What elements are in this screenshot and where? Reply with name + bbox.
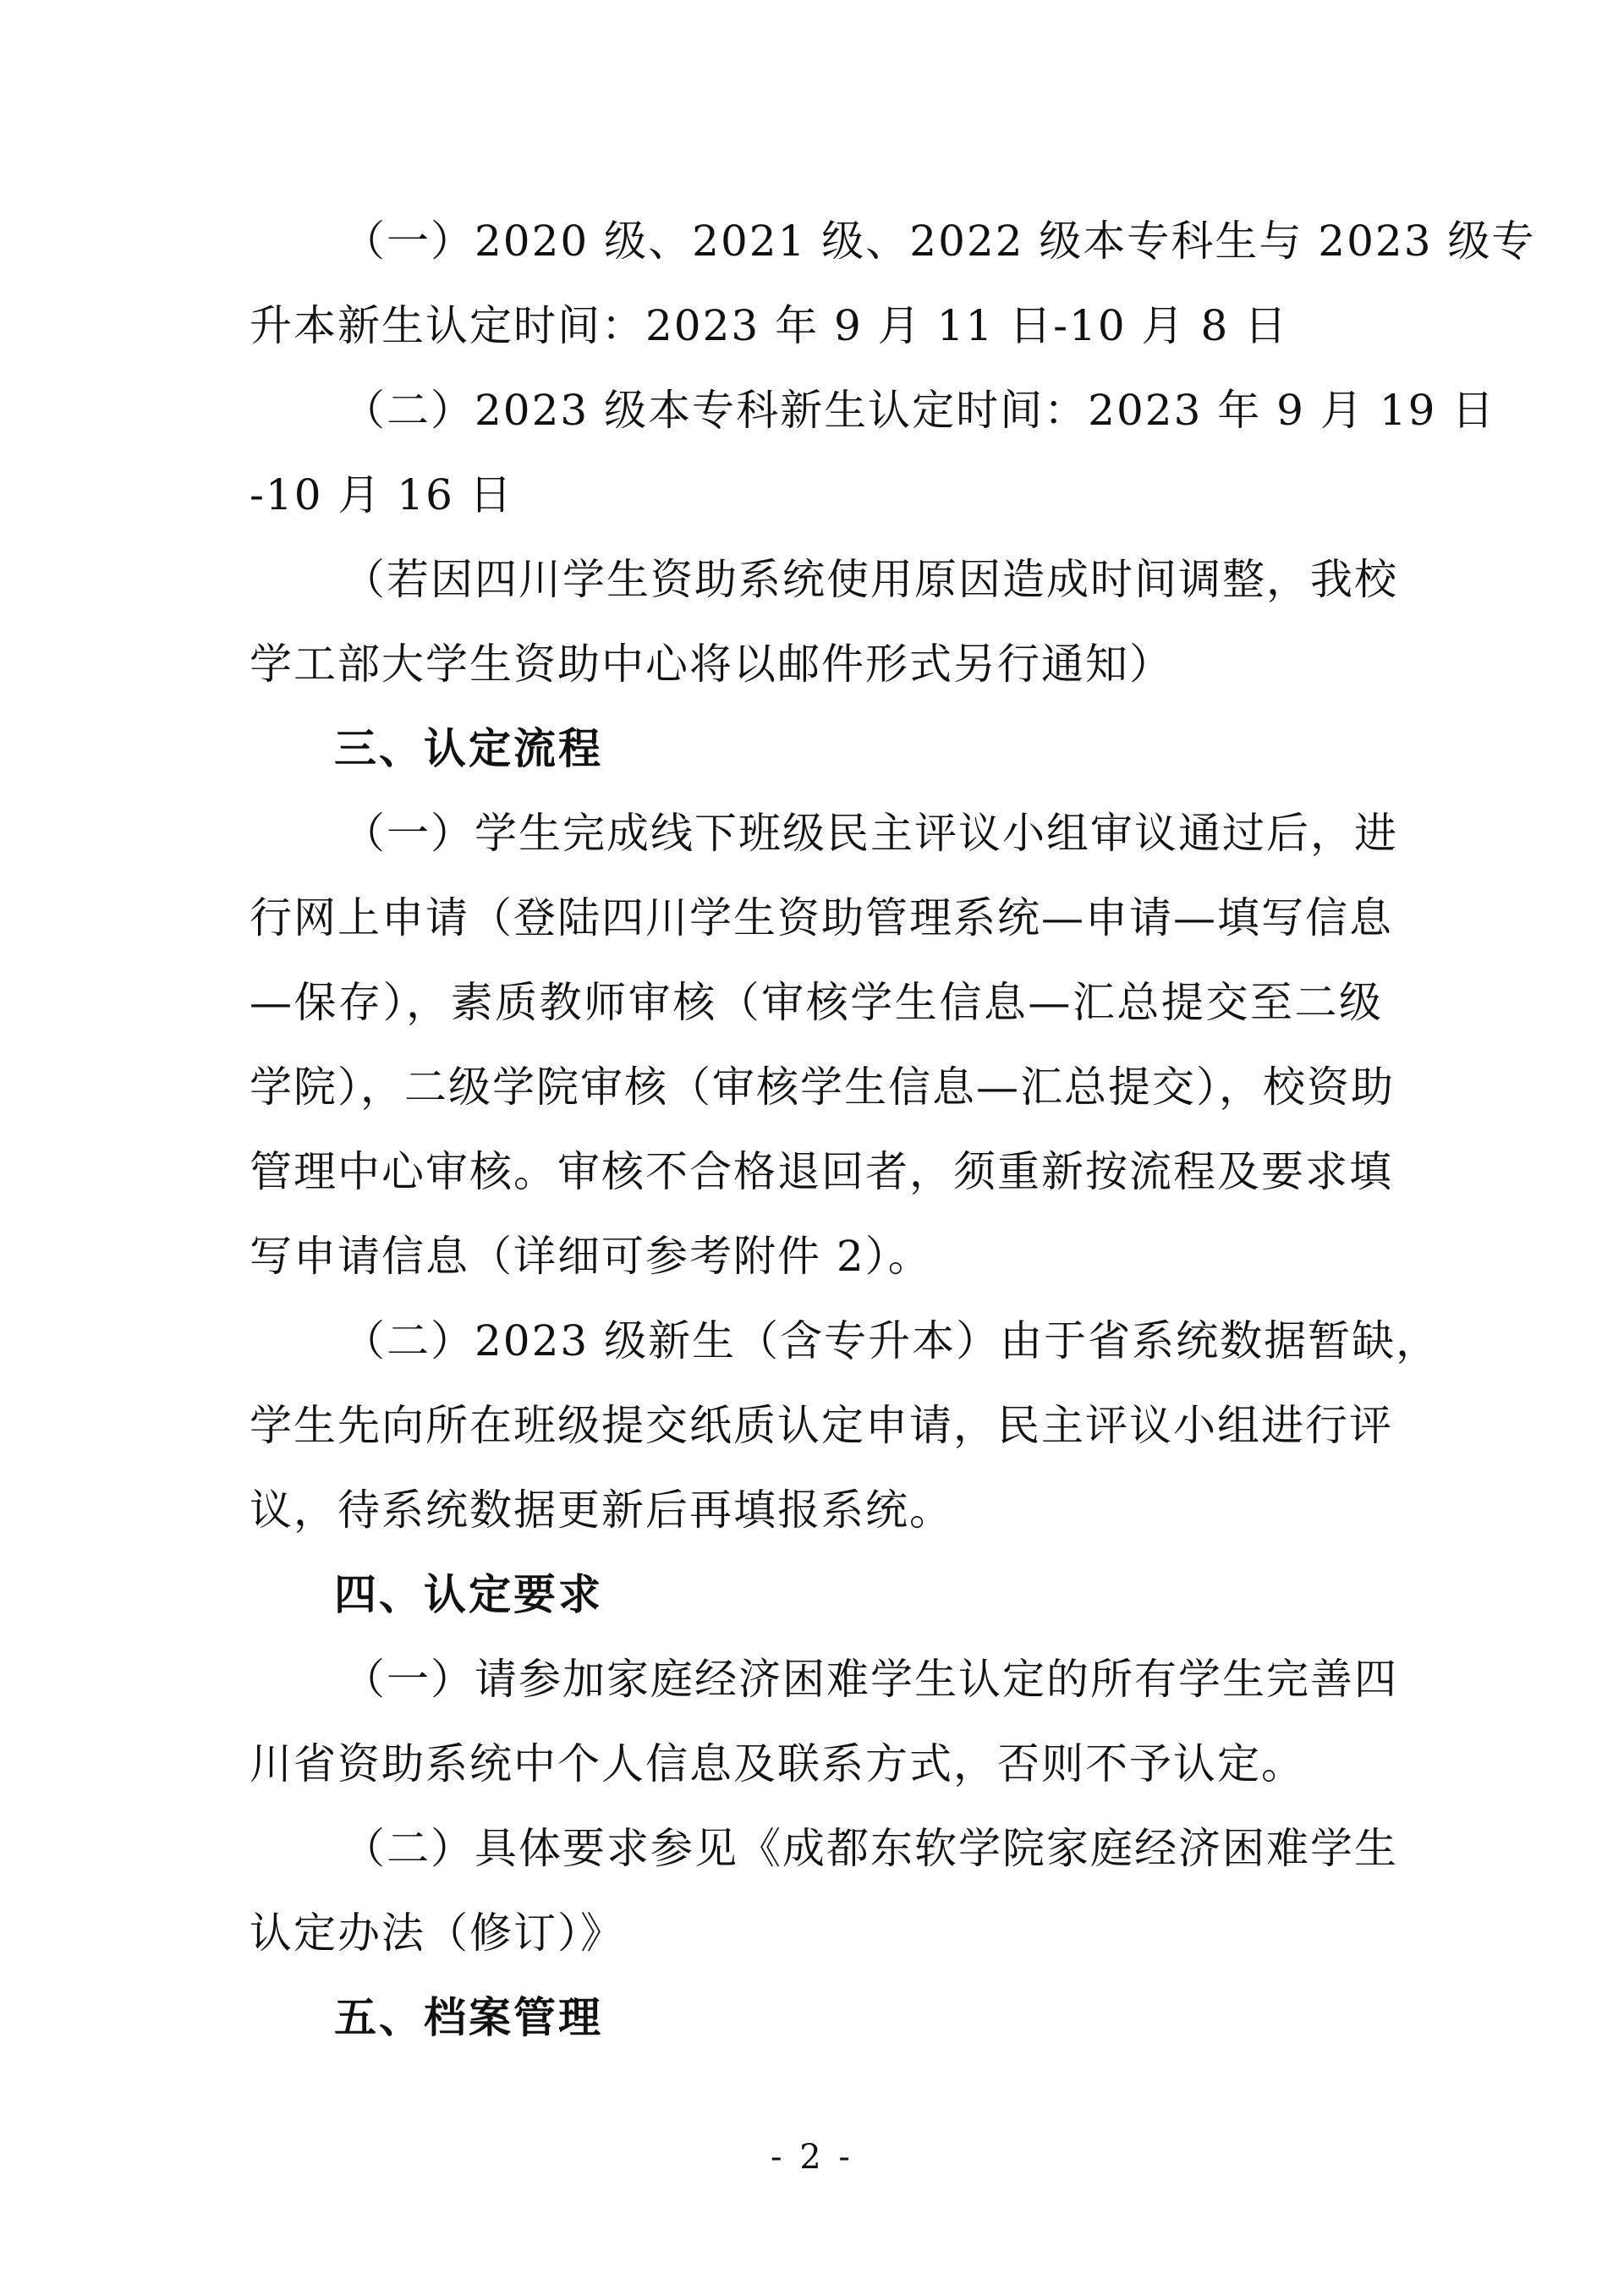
paragraph-line: 学院），二级学院审核（审核学生信息—汇总提交），校资助 — [250, 1063, 1395, 1112]
paragraph-line: 学生先向所在班级提交纸质认定申请，民主评议小组进行评 — [250, 1401, 1393, 1450]
paragraph-line: 行网上申请（登陆四川学生资助管理系统—申请—填写信息 — [250, 893, 1393, 942]
paragraph-line: （二）2023 级新生（含专升本）由于省系统数据暂缺， — [343, 1316, 1440, 1365]
paragraph-line: 认定办法（修订）》 — [250, 1909, 624, 1958]
paragraph-line: 升本新生认定时间：2023 年 9 月 11 日-10 月 8 日 — [250, 301, 1289, 350]
paragraph-line: （二）具体要求参见《成都东软学院家庭经济困难学生 — [343, 1824, 1398, 1873]
section-heading: 四、认定要求 — [334, 1570, 603, 1619]
section-heading: 三、认定流程 — [334, 724, 603, 773]
page-number: - 2 - — [771, 2138, 853, 2177]
section-heading: 五、档案管理 — [334, 1993, 603, 2042]
paragraph-line: —保存），素质教师审核（审核学生信息—汇总提交至二级 — [250, 978, 1383, 1027]
paragraph-line: 川省资助系统中个人信息及联系方式，否则不予认定。 — [250, 1739, 1305, 1788]
paragraph-line: （若因四川学生资助系统使用原因造成时间调整，我校 — [343, 555, 1398, 604]
paragraph-line: 议，待系统数据更新后再填报系统。 — [250, 1486, 953, 1535]
paragraph-line: （一）请参加家庭经济困难学生认定的所有学生完善四 — [343, 1655, 1398, 1704]
paragraph-line: （二）2023 级本专科新生认定时间：2023 年 9 月 19 日 — [343, 386, 1496, 435]
paragraph-line: 管理中心审核。审核不合格退回者，须重新按流程及要求填 — [250, 1147, 1393, 1196]
paragraph-line: 写申请信息（详细可参考附件 2）。 — [250, 1232, 932, 1281]
paragraph-line: （一）2020 级、2021 级、2022 级本专科生与 2023 级专 — [343, 217, 1536, 266]
paragraph-line: （一）学生完成线下班级民主评议小组审议通过后，进 — [343, 809, 1398, 858]
paragraph-line: 学工部大学生资助中心将以邮件形式另行通知） — [250, 640, 1173, 689]
paragraph-line: -10 月 16 日 — [250, 470, 513, 519]
